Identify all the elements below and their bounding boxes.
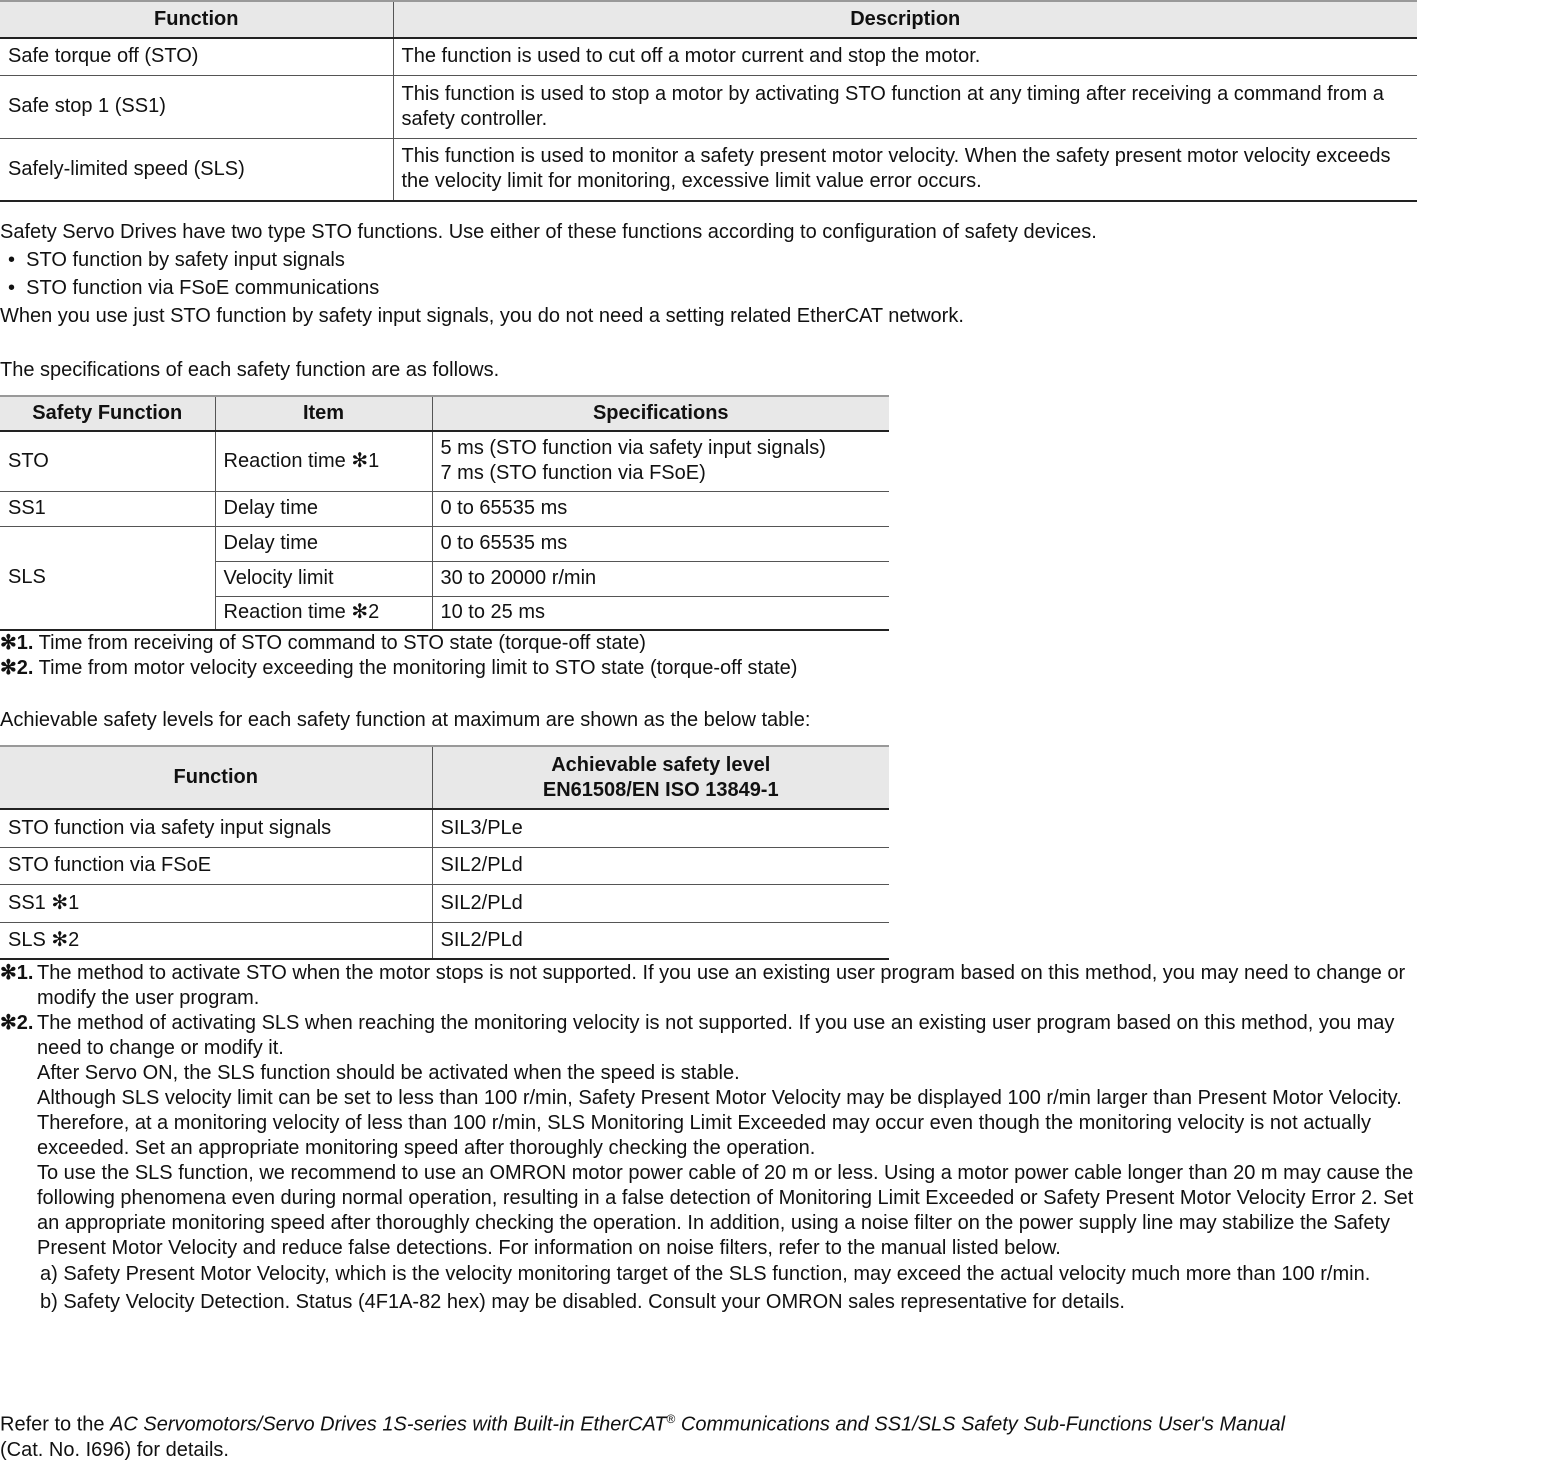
spec-intro: The specifications of each safety function are as follows.: [0, 359, 500, 381]
footnote-sub-item-a: a) Safety Present Motor Velocity, which is the velocity monitoring target of the SLS function, may exceed the actual velocity much more than 100 r/min.: [40, 1263, 1371, 1285]
bullet-item: [8, 276, 379, 301]
cell: SIL2/PLd: [432, 847, 889, 884]
footnote-mark: ✻1.: [0, 632, 34, 654]
functions-table: [0, 0, 1417, 202]
table-header-row: [0, 1, 1417, 38]
cell: STO function via safety input signals: [0, 809, 432, 847]
cell: STO function via FSoE: [0, 847, 432, 884]
footnote-mark: ✻2.: [0, 657, 34, 679]
levels-intro: Achievable safety levels for each safety function at maximum are shown as the below table:: [0, 709, 811, 731]
bullet-icon: •: [8, 277, 16, 299]
reference-text: (Cat. No. I696) for details.: [0, 1438, 229, 1461]
cell: Safe stop 1 (SS1): [0, 75, 393, 138]
header-line: Achievable safety level: [551, 753, 771, 776]
table-header-row: [0, 396, 889, 431]
header-specifications: Specifications: [432, 396, 889, 431]
footnote-1: [0, 961, 1417, 1011]
cell: 10 to 25 ms: [432, 596, 889, 630]
cell: [432, 431, 889, 491]
footnote-paragraph: After Servo ON, the SLS function should be activated when the speed is stable.: [37, 1062, 740, 1084]
levels-table: [0, 745, 889, 960]
registered-mark: ®: [666, 1412, 676, 1426]
cell: The function is used to cut off a motor current and stop the motor.: [393, 38, 1417, 75]
cell: Reaction time ✻2: [215, 596, 432, 630]
bullet-text: STO function via FSoE communications: [26, 277, 380, 299]
cell: Delay time: [215, 491, 432, 526]
cell: This function is used to monitor a safety present motor velocity. When the safety present motor velocity exceeds the velocity limit for monitoring, excessive limit value error occurs.: [393, 138, 1417, 201]
footnote-text: Time from receiving of STO command to STO state (torque-off state): [38, 632, 646, 654]
reference-paragraph: [0, 1407, 1417, 1463]
cell: STO: [0, 431, 215, 491]
intro-paragraph: Safety Servo Drives have two type STO functions. Use either of these functions according to configuration of safety devices.: [0, 221, 1097, 243]
manual-title: AC Servomotors/Servo Drives 1S-series with Built-in EtherCAT: [110, 1413, 667, 1436]
cell: SIL2/PLd: [432, 922, 889, 959]
cell: This function is used to stop a motor by activating STO function at any timing after receiving a command from a safety controller.: [393, 75, 1417, 138]
table-header-row: [0, 746, 889, 809]
table-row: [0, 431, 889, 491]
table-row: [0, 809, 889, 847]
header-safety-function: Safety Function: [0, 396, 215, 431]
footnote: [0, 631, 646, 656]
footnote-text: The method to activate STO when the motor stops is not supported. If you use an existing user program based on this method, you may need to change or modify the user program.: [37, 962, 1406, 1009]
table-row: [0, 38, 1417, 75]
cell: 0 to 65535 ms: [432, 526, 889, 561]
header-safety-level: [432, 746, 889, 809]
cell: SLS: [0, 526, 215, 630]
cell: SIL2/PLd: [432, 884, 889, 922]
cell: 0 to 65535 ms: [432, 491, 889, 526]
footnote-sub-item-b: b) Safety Velocity Detection. Status (4F1A-82 hex) may be disabled. Consult your OMRON sales representative for details.: [40, 1291, 1125, 1313]
spec-line: 5 ms (STO function via safety input signals): [440, 437, 826, 460]
table-row: [0, 526, 889, 561]
functions-table-block: [0, 0, 1417, 202]
footnote-paragraph: To use the SLS function, we recommend to use an OMRON motor power cable of 20 m or less. Using a motor power cable longer than 20 m may cause the following phenomena even during normal operation, resulting in a false detection of Monitoring Limit Exceeded or Safety Present Motor Velocity Error 2. Set an appropriate monitoring speed after thoroughly checking the operation. In addition, using a noise filter on the power supply line may stabilize the Safety Present Motor Velocity and reduce false detections. For information on noise filters, refer to the manual listed below.: [37, 1162, 1414, 1259]
table-row: [0, 138, 1417, 201]
footnote-mark: ✻2.: [0, 1012, 34, 1034]
cell: 30 to 20000 r/min: [432, 561, 889, 596]
footnote-text: Time from motor velocity exceeding the monitoring limit to STO state (torque-off state): [38, 657, 798, 679]
cell: Delay time: [215, 526, 432, 561]
cell: SS1: [0, 491, 215, 526]
footnote: [0, 656, 797, 681]
header-line: EN61508/EN ISO 13849-1: [542, 778, 779, 801]
cell: Safe torque off (STO): [0, 38, 393, 75]
reference-text: Refer to the: [0, 1413, 111, 1436]
table-row: [0, 75, 1417, 138]
header-function: Function: [0, 1, 393, 38]
footnote-mark: ✻1.: [0, 962, 34, 984]
table-row: [0, 491, 889, 526]
table-row: [0, 847, 889, 884]
cell: Velocity limit: [215, 561, 432, 596]
footnote-paragraph: Although SLS velocity limit can be set to less than 100 r/min, Safety Present Motor Velocity may be displayed 100 r/min larger than Present Motor Velocity. Therefore, at a monitoring velocity of less than 100 r/min, SLS Monitoring Limit Exceeded may occur even though the monitoring velocity is not actually exceeded. Set an appropriate monitoring speed after thoroughly checking the operation.: [37, 1087, 1402, 1159]
cell: SS1 ✻1: [0, 884, 432, 922]
cell: SLS ✻2: [0, 922, 432, 959]
table-row: [0, 884, 889, 922]
bullet-text: STO function by safety input signals: [26, 249, 345, 271]
cell: Safely-limited speed (SLS): [0, 138, 393, 201]
header-item: Item: [215, 396, 432, 431]
specs-table: [0, 395, 889, 631]
levels-table-block: [0, 745, 889, 960]
bullet-icon: •: [8, 249, 16, 271]
table-row: [0, 922, 889, 959]
manual-title-cont: Communications and SS1/SLS Safety Sub-Functions User's Manual: [675, 1413, 1286, 1436]
bullet-item: [8, 248, 345, 273]
footnote-paragraph: The method of activating SLS when reaching the monitoring velocity is not supported. If you use an existing user program based on this method, you may need to change or modify it.: [37, 1012, 1395, 1059]
header-function: Function: [0, 746, 432, 809]
network-note: When you use just STO function by safety input signals, you do not need a setting related EtherCAT network.: [0, 305, 964, 327]
cell: SIL3/PLe: [432, 809, 889, 847]
cell: Reaction time ✻1: [215, 431, 432, 491]
specs-table-block: [0, 395, 889, 631]
spec-line: 7 ms (STO function via FSoE): [440, 462, 706, 485]
header-description: Description: [393, 1, 1417, 38]
footnote-2: [0, 1011, 1417, 1316]
